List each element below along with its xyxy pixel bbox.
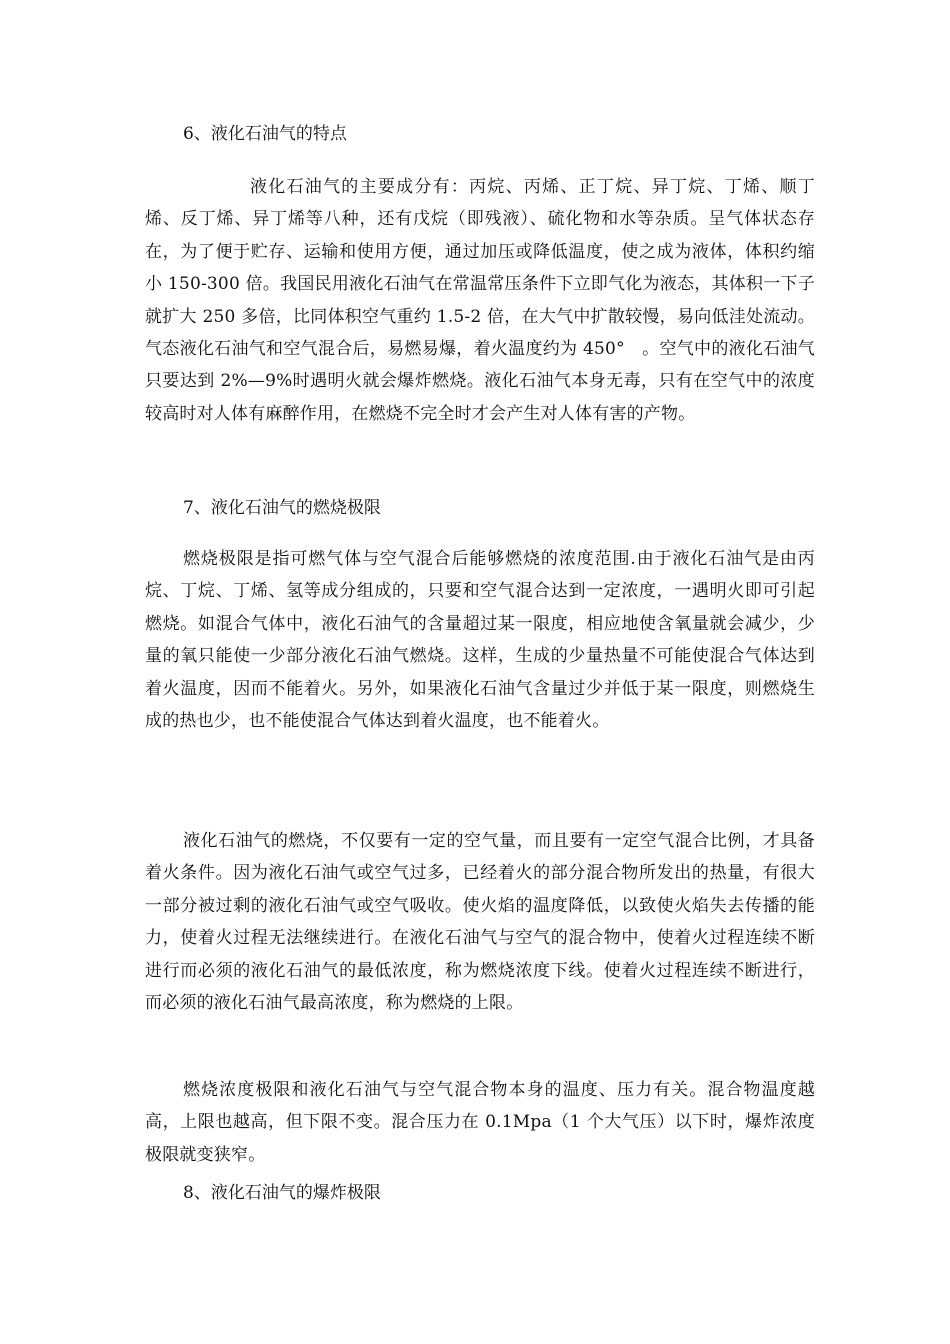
paragraph-temperature-pressure-effect: 燃烧浓度极限和液化石油气与空气混合物本身的温度、压力有关。混合物温度越高，上限也越高，但下限不变。混合压力在 0.1Mpa（1 个大气压）以下时，爆炸浓度极限就变狭窄。 <box>145 1080 815 1165</box>
section-heading-6: 6、液化石油气的特点 <box>183 124 347 144</box>
section-heading-7: 7、液化石油气的燃烧极限 <box>183 498 381 518</box>
paragraph-combustion-limit-definition: 燃烧极限是指可燃气体与空气混合后能够燃烧的浓度范围.由于液化石油气是由丙烷、丁烷、丁烯、氢等成分组成的，只要和空气混合达到一定浓度，一遇明火即可引起燃烧。如混合气体中，液化石油气的含量超过某一限度，相应地使含氧量就会减少，少量的氧只能使一少部分液化石油气燃烧。这样，生成的少量热量不可能使混合气体达到着火温度，因而不能着火。另外，如果液化石油气含量过少并低于某一限度，则燃烧生成的热也少，也不能使混合气体达到着火温度，也不能着火。 <box>145 549 815 732</box>
section-heading-8: 8、液化石油气的爆炸极限 <box>183 1183 381 1203</box>
paragraph-lpg-characteristics: 液化石油气的主要成分有：丙烷、丙烯、正丁烷、异丁烷、丁烯、顺丁烯、反丁烯、异丁烯等八种，还有戊烷（即残液）、硫化物和水等杂质。呈气体状态存在，为了便于贮存、运输和使用方便，通过加压或降低温度，使之成为液体，体积约缩小 150-300 倍。我国民用液化石油气在常温常压条件下立即气化为液态，其体积一下子就扩大 250 多倍，比同体积空气重约 1.5-2 倍，在大气中扩散较慢，易向低洼处流动。气态液化石油气和空气混合后，易燃易爆，着火温度约为 450° 。空气中的液化石油气只要达到 2%—9%时遇明火就会爆炸燃烧。液化石油气本身无毒，只有在空气中的浓度较高时对人体有麻醉作用，在燃烧不完全时才会产生对人体有害的产物。 <box>145 177 815 424</box>
paragraph-combustion-conditions: 液化石油气的燃烧，不仅要有一定的空气量，而且要有一定空气混合比例，才具备着火条件。因为液化石油气或空气过多，已经着火的部分混合物所发出的热量，有很大一部分被过剩的液化石油气或空气吸收。使火焰的温度降低，以致使火焰失去传播的能力，使着火过程无法继续进行。在液化石油气与空气的混合物中，使着火过程连续不断进行而必须的液化石油气的最低浓度，称为燃烧浓度下线。使着火过程连续不断进行，而必须的液化石油气最高浓度，称为燃烧的上限。 <box>145 831 815 1014</box>
